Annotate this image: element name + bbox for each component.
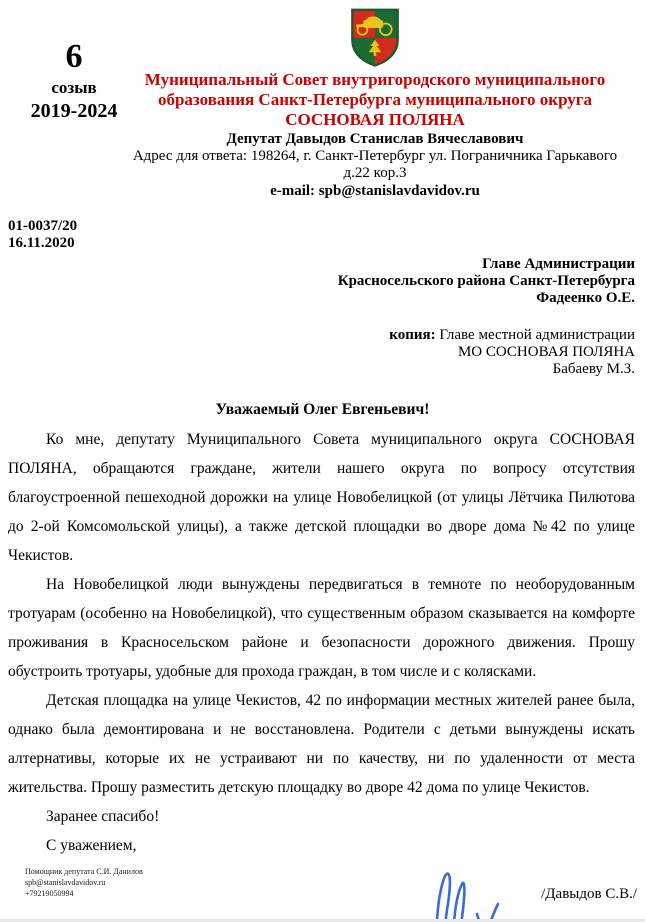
paragraph-1: Ко мне, депутату Муниципального Совета муниципального округа СОСНОВАЯ ПОЛЯНА, обращаются граждане, жители нашего округа по вопросу отсутствия благоустроенной пешеходной дорожки на улице Новобелицкой (от улицы Лётчика Пилютова до 2-ой Комсомольской улицы), а также детской площадки во дворе дома №42 по улице Чекистов. [8,431,635,564]
org-title-line1: Муниципальный Совет внутригородского муниципального [144,70,606,89]
salutation: Уважаемый Олег Евгеньевич! [215,401,430,418]
letterhead [0,0,645,200]
copy-block [0,327,635,378]
addressee-line3: Фадеенко О.Е. [536,290,635,306]
thanks-line: Заранее спасибо! [46,808,160,825]
assistant-email: spb@stanislavdavidov.ru [25,878,106,887]
coat-of-arms-icon [348,6,402,68]
deputy-name: Депутат Давыдов Станислав Вячеславович [226,131,524,147]
handwritten-signature [392,862,502,922]
letter-date: 16.11.2020 [8,235,75,251]
convocation-block [18,38,130,122]
outgoing-number: 01-0037/20 [8,218,78,234]
regards-line: С уважением, [46,837,137,854]
reference-block [8,218,645,252]
copy-label: копия: [389,327,436,343]
letter-body [8,425,635,802]
copy-line3: Бабаеву М.З. [552,361,635,377]
assistant-contact-block [25,866,143,899]
addressee-block [0,256,635,307]
signatory-name: /Давыдов С.В./ [541,886,637,902]
paragraph-2: На Новобелицкой люди вынуждены передвигаться в темноте по необорудованным тротуарам (особенно на Новобелицкой), что существенным образом сказывается на комфорте проживания в Красносельском районе и безопасности дорожного движения. Прошу обустроить тротуары, удобные для прохода граждан, в том числе и с колясками. [8,576,635,680]
assistant-name: Помощник депутата С.И. Данилов [25,867,143,876]
convocation-years: 2019-2024 [30,100,118,123]
addressee-line2: Красносельского района Санкт-Петербурга [337,273,635,289]
email-line: e-mail: spb@stanislavdavidov.ru [270,183,480,199]
reply-address-line2: д.22 кор.3 [343,165,407,181]
assistant-phone: +79219050994 [25,889,74,898]
copy-line1 [0,327,635,344]
org-title-line2: образования Санкт-Петербурга муниципального округа [157,90,593,109]
copy-recipient: Главе местной администрации [435,327,635,343]
convocation-number: 6 [65,38,83,75]
org-name: СОСНОВАЯ ПОЛЯНА [285,110,465,129]
reply-address-line1: Адрес для ответа: 198264, г. Санкт-Петербург ул. Пограничника Гарькавого [132,148,618,164]
letterhead-center [112,6,638,200]
convocation-word: созыв [51,78,97,98]
paragraph-3: Детская площадка на улице Чекистов, 42 по информации местных жителей ранее была, однако была демонтирована и не восстановлена. Родители с детьми вынуждены искать алтернативы, которые их не устраивают ни по качеству, ни по удаленности от места жительства. Прошу разместить детскую площадку во дворе 42 дома по улице Чекистов. [8,692,635,796]
addressee-line1: Главе Администрации [482,256,635,272]
copy-line2: МО СОСНОВАЯ ПОЛЯНА [457,344,635,360]
